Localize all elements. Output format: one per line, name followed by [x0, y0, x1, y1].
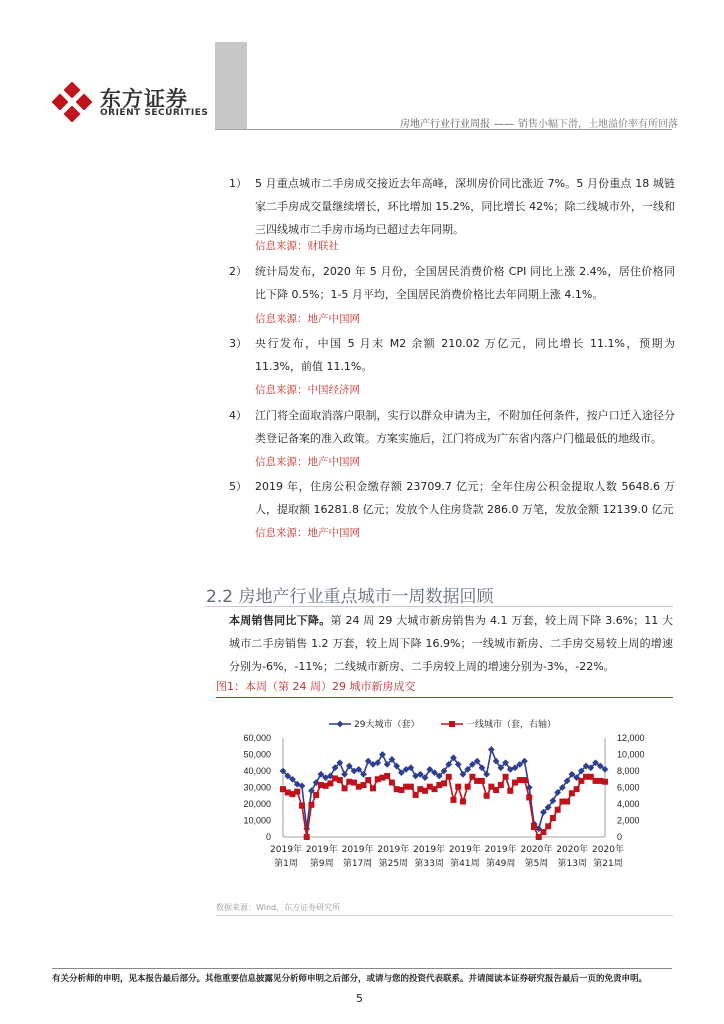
y-tick-label-right: 10,000: [617, 749, 645, 760]
series-point: [304, 834, 310, 840]
section-title: 2.2 房地产行业重点城市一周数据回顾: [206, 587, 494, 607]
series-point: [488, 746, 495, 753]
legend-marker: [337, 721, 344, 728]
x-tick-label-year: 2019年: [341, 845, 374, 855]
figure-caption: 图1：本周（第 24 周）29 城市新房成交: [216, 680, 416, 693]
legend-marker: [449, 721, 455, 727]
y-tick-label-right: 8,000: [617, 766, 640, 776]
x-tick-label-week: 第9周: [309, 859, 334, 869]
running-header: [400, 115, 678, 130]
series-point: [540, 829, 546, 835]
series-point: [545, 823, 551, 829]
x-tick-label-year: 2019年: [377, 845, 410, 855]
x-tick-label-year: 2019年: [270, 845, 302, 855]
x-tick-label-week: 第1周: [274, 859, 298, 869]
footer-rule: [52, 968, 672, 969]
y-tick-label-right: 2,000: [617, 815, 640, 826]
series-point: [460, 799, 466, 805]
report-subtitle: 销售小幅下滑，土地溢价率有所回落: [518, 119, 678, 130]
series-point: [531, 824, 537, 830]
page-number: 5: [356, 992, 363, 1005]
figure-rule: [216, 697, 673, 698]
header-rule: [215, 129, 672, 130]
news-source: 信息来源：地产中国网: [255, 527, 360, 539]
news-number: 5）: [229, 480, 247, 493]
news-text: 5 月重点城市二手房成交接近去年高峰，深圳房价同比涨近 7%。5 月份重点 18 城链家二手房成交量继续增长，环比增加 15.2%，同比增长 42%；除二线城市外，一线和三四线城市二手房市场均已超过去年同期。: [255, 177, 675, 236]
news-number: 2）: [229, 265, 247, 278]
summary-text: 第 24 周 29 大城市新房销售为 4.1 万套，较上周下降 3.6%；11 大城市二手房销售 1.2 万套，较上周下降 16.9%；一线城市新房、二手房交易较上周的增速分别为-6%，-11%；二线城市新房、二手房较上周的增速分别为-3%，-22%。: [229, 614, 673, 673]
line-chart: [216, 712, 673, 872]
series-point: [450, 797, 456, 803]
section-rule: [206, 606, 673, 607]
news-item: [229, 260, 675, 306]
news-text: 江门将全面取消落户限制，实行以群众申请为主，不附加任何条件，按户口迁入途径分类登记备案的准入政策。方案实施后，江门将成为广东省内落户门槛最低的地级市。: [255, 409, 675, 445]
section-summary: [229, 609, 673, 678]
series-line: [283, 750, 605, 829]
y-tick-label-left: 10,000: [243, 815, 271, 826]
logo-chinese-name: 东方证券: [100, 87, 188, 111]
x-tick-label-week: 第41周: [450, 859, 480, 869]
orient-logo-icon: [52, 82, 92, 122]
series-point: [602, 779, 608, 785]
series-point: [441, 780, 447, 786]
series-point: [389, 780, 395, 786]
news-source: 信息来源：中国经济网: [255, 384, 360, 396]
series-point: [479, 778, 485, 784]
x-tick-label-year: 2020年: [556, 845, 589, 855]
x-tick-label-year: 2019年: [413, 845, 446, 855]
news-source: 信息来源：地产中国网: [255, 313, 360, 325]
series-point: [370, 785, 376, 791]
news-item: [229, 172, 675, 241]
y-tick-label-left: 40,000: [243, 766, 271, 776]
series-point: [550, 815, 556, 821]
series-point: [413, 792, 419, 798]
series-point: [313, 792, 319, 798]
header-separator: ——: [494, 119, 514, 130]
x-tick-label-week: 第33周: [414, 859, 444, 869]
news-text: 统计局发布，2020 年 5 月份，全国居民消费价格 CPI 同比上涨 2.4%，居住价格同比下降 0.5%；1-5 月平均，全国居民消费价格比去年同期上涨 4.1%。: [255, 265, 675, 301]
series-point: [365, 777, 371, 783]
series-point: [294, 789, 300, 795]
x-tick-label-week: 第49周: [485, 859, 516, 869]
series-point: [408, 784, 414, 790]
series-point: [574, 786, 580, 792]
y-tick-label-left: 60,000: [243, 733, 271, 743]
series-point: [299, 803, 305, 809]
series-point: [379, 751, 386, 758]
series-point: [446, 774, 452, 780]
logo-english-name: ORIENT SECURITIES: [100, 108, 209, 118]
series-point: [484, 793, 490, 799]
y-tick-label-right: 4,000: [617, 799, 640, 809]
news-item: [229, 475, 675, 521]
y-tick-label-left: 30,000: [243, 782, 271, 793]
x-tick-label-week: 第21周: [593, 859, 623, 869]
x-tick-label-week: 第25周: [378, 859, 409, 869]
x-tick-label-year: 2019年: [305, 845, 338, 855]
news-source: 信息来源：地产中国网: [255, 456, 360, 468]
news-text: 2019 年，住房公积金缴存额 23709.7 亿元；全年住房公积金提取人数 5648.6 万人，提取额 16281.8 亿元；发放个人住房贷款 286.0 万笔，发放金额 12139.0 亿元: [255, 480, 675, 516]
news-item: [229, 404, 675, 450]
header-accent-bar: [215, 42, 247, 129]
series-point: [342, 785, 348, 791]
legend-label: 29大城市（套）: [354, 720, 420, 730]
series-point: [337, 777, 343, 783]
y-tick-label-left: 20,000: [243, 799, 271, 809]
x-tick-label-year: 2019年: [484, 845, 517, 855]
series-point: [455, 784, 461, 790]
news-number: 3）: [229, 337, 247, 350]
x-tick-label-year: 2020年: [520, 845, 553, 855]
legend-label: 一线城市（套，右轴）: [466, 720, 557, 730]
figure-bottom-rule: [216, 915, 673, 916]
x-tick-label-week: 第5周: [524, 859, 549, 869]
x-tick-label-week: 第17周: [342, 859, 373, 869]
figure-data-source: 数据来源：Wind，东方证券研究所: [216, 903, 341, 912]
news-text: 央行发布，中国 5 月末 M2 余额 210.02 万亿元，同比增长 11.1%，预期为 11.3%，前值 11.1%。: [255, 337, 675, 373]
x-tick-label-year: 2020年: [592, 845, 624, 855]
y-tick-label-right: 0: [617, 832, 623, 842]
report-title: 房地产行业行业周报: [400, 119, 490, 130]
series-point: [522, 777, 528, 783]
news-item: [229, 332, 675, 378]
series-point: [507, 788, 513, 794]
series-point: [384, 773, 390, 779]
news-number: 4）: [229, 409, 247, 422]
news-source: 信息来源：财联社: [255, 240, 339, 252]
series-point: [341, 771, 348, 778]
summary-lead: 本周销售同比下降。: [229, 614, 331, 627]
y-tick-label-right: 6,000: [617, 782, 640, 793]
footer-disclaimer: 有关分析师的申明，见本报告最后部分。其他重要信息披露见分析师申明之后部分，或请与您的投资代表联系。并请阅读本证券研究报告最后一页的免责申明。: [52, 974, 648, 984]
y-tick-label-left: 50,000: [243, 749, 271, 760]
x-tick-label-year: 2019年: [448, 845, 481, 855]
series-point: [465, 784, 471, 790]
series-point: [564, 799, 570, 805]
series-point: [555, 807, 561, 813]
series-point: [503, 774, 509, 780]
news-number: 1）: [229, 177, 247, 190]
y-tick-label-left: 0: [265, 832, 271, 842]
x-tick-label-week: 第13周: [557, 859, 587, 869]
series-point: [526, 794, 532, 800]
series-point: [498, 782, 504, 788]
series-point: [308, 802, 314, 808]
y-tick-label-right: 12,000: [617, 733, 645, 743]
